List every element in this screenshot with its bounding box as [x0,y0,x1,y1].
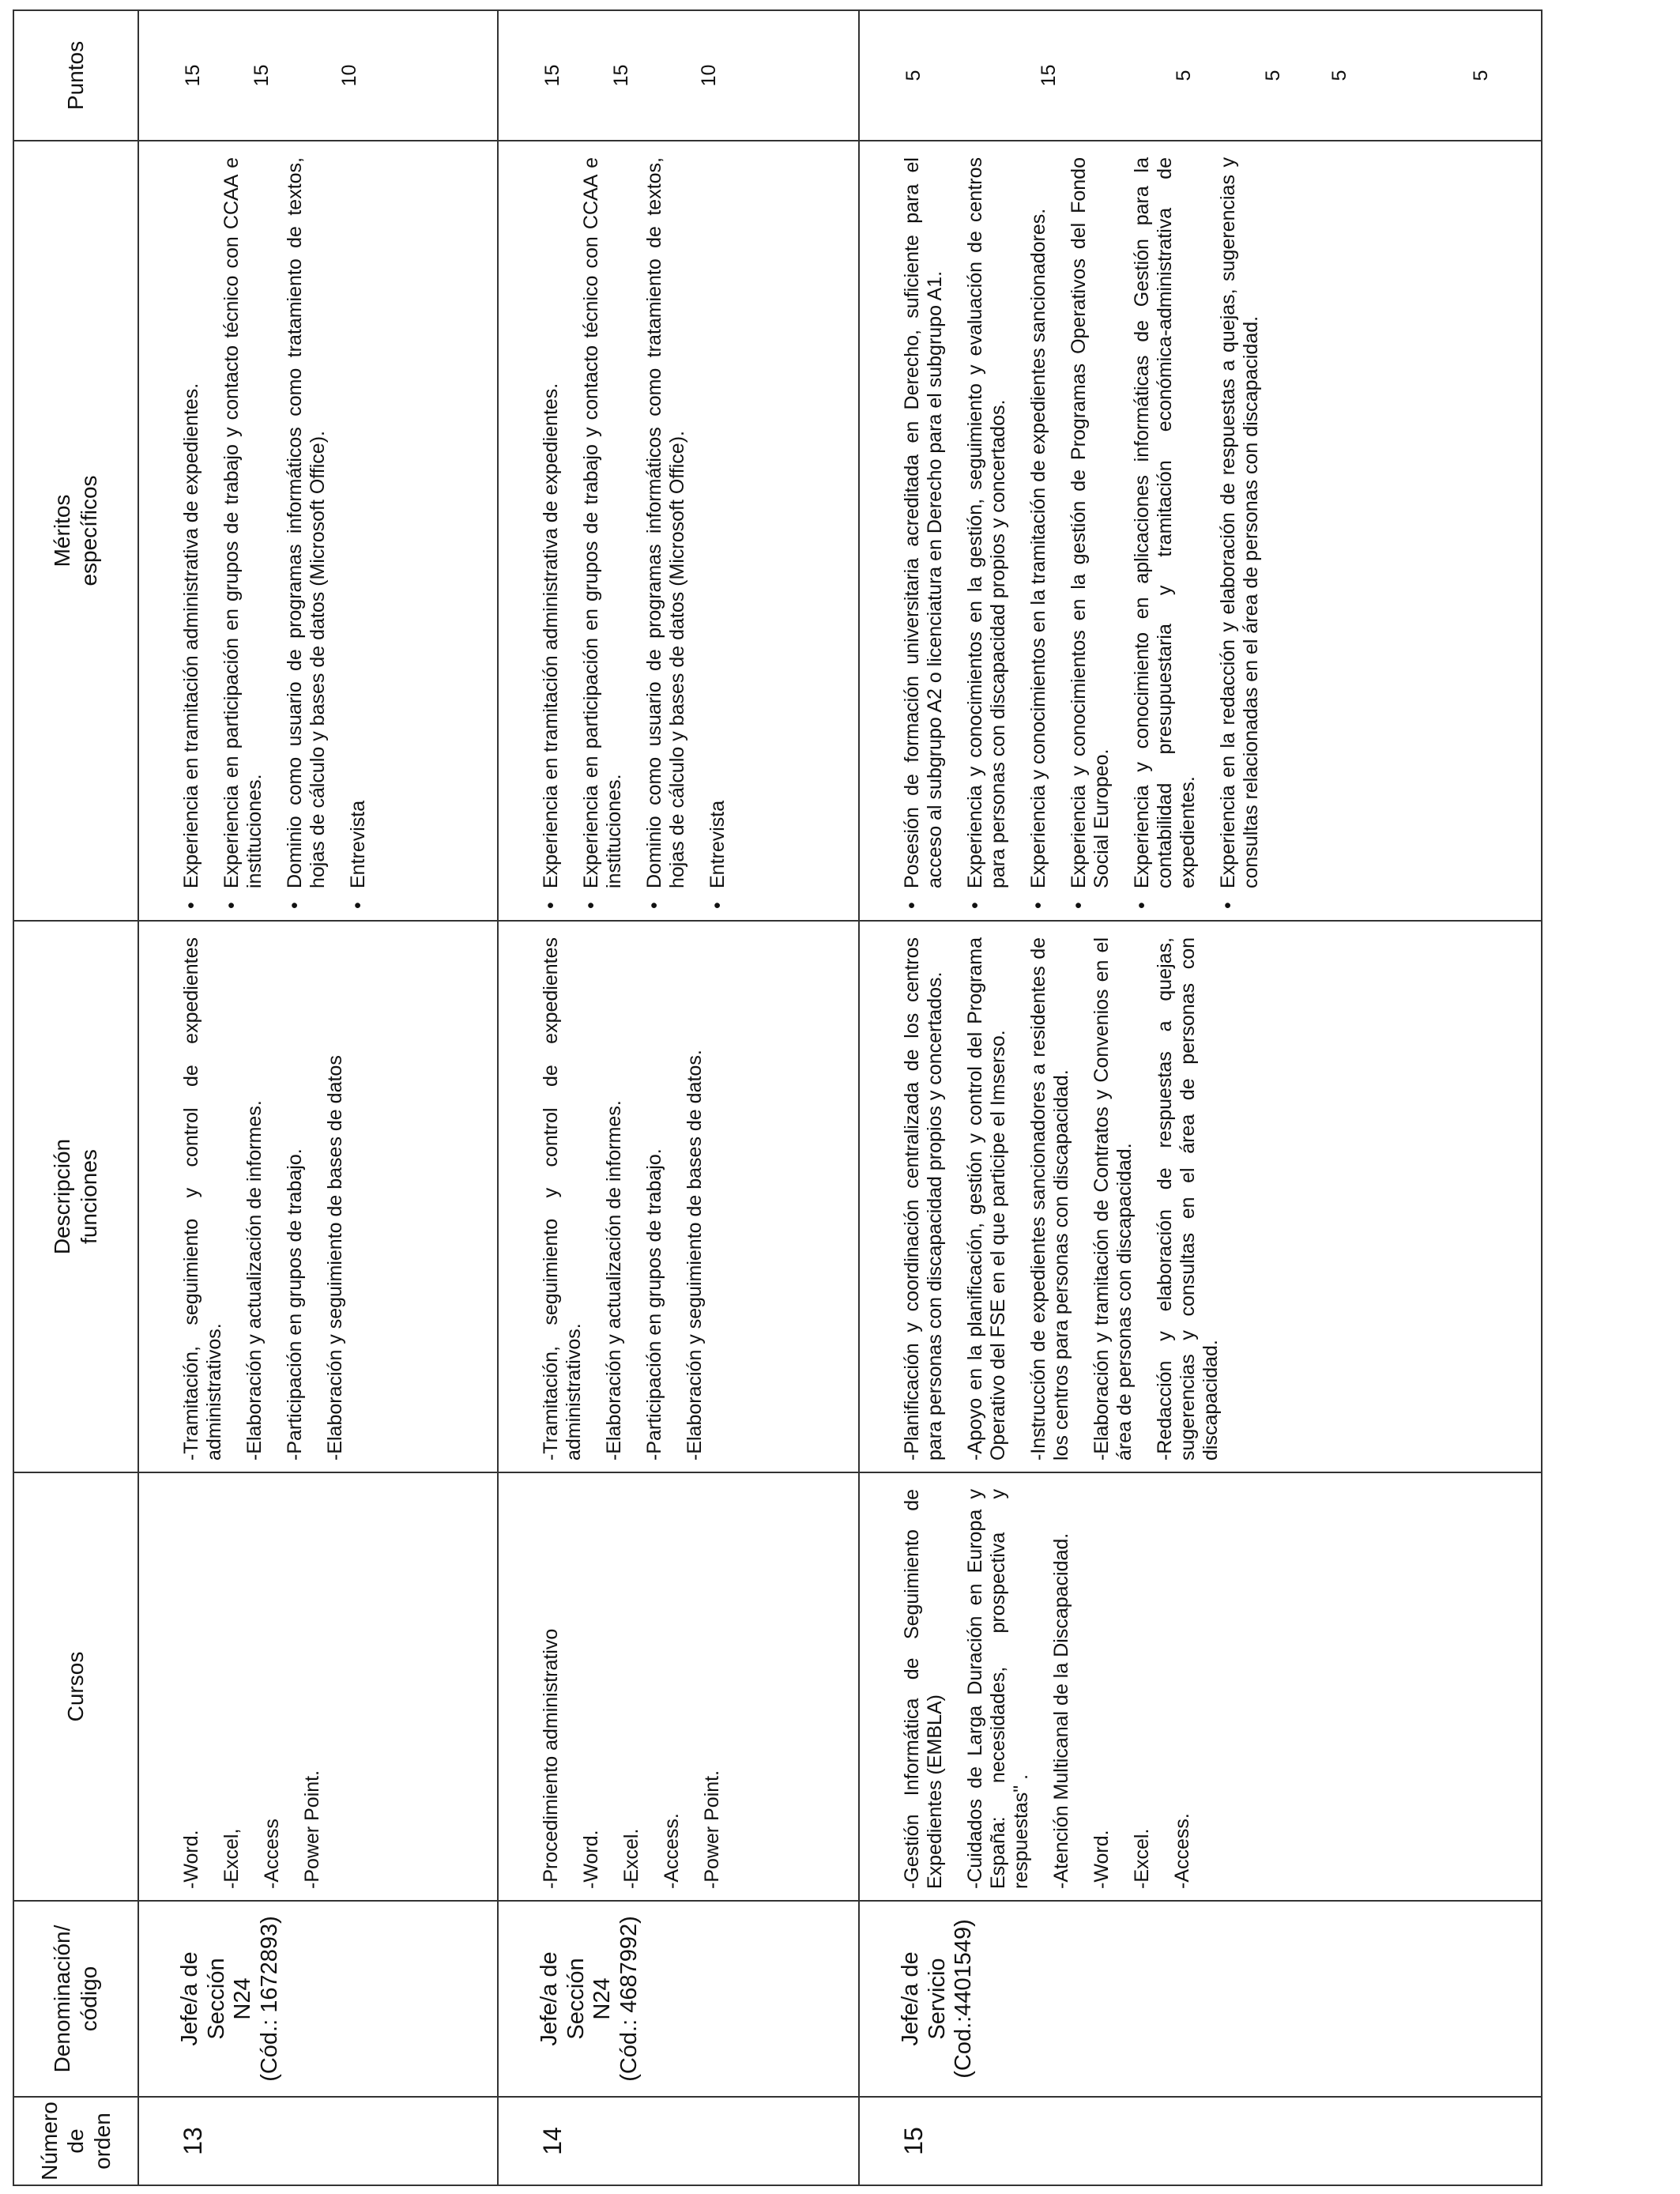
course-item: -Excel, [220,1828,243,1889]
merit-item: • Posesión de formación universitaria acreditada en Derecho, suficiente para el acceso al subgrupo A2 o licenciatura en Derecho para el subgrupo A1. [901,157,947,909]
points-value: 5 [1470,70,1492,81]
points-value: 5 [1173,70,1195,81]
merit-item: • Experiencia en participación en grupos de trabajo y contacto técnico con CCAA e instituciones. [220,157,266,909]
course-item: -Atención Multicanal de la Discapacidad. [1050,1532,1072,1889]
function-item: -Elaboración y actualización de informes. [603,1100,625,1461]
function-item: -Elaboración y actualización de informes. [243,1100,266,1461]
points-value: 15 [541,64,563,87]
courses-cell [498,1472,859,1901]
course-item: -Cuidados de Larga Duración en Europa y España: necesidades, prospectiva y respuestas" . [964,1489,1032,1889]
header-cursos: Cursos [13,1472,138,1901]
course-item: -Gestión Informática de Seguimiento de Expedientes (EMBLA) [901,1489,946,1889]
course-item: -Word. [580,1830,602,1889]
points-value: 15 [610,64,632,87]
header-row [13,10,138,2185]
points-value: 15 [250,64,273,87]
courses-cell [138,1472,498,1901]
points-value: 5 [902,70,925,81]
points-value: 5 [1262,70,1284,81]
points-cell [859,10,1542,141]
function-item: -Tramitación, seguimiento y control de expedientes administrativos. [180,937,225,1461]
header-numero: Número de orden [13,2097,138,2185]
course-item: -Procedimiento administrativo [540,1628,562,1889]
merit-item: • Experiencia en tramitación administrativa de expedientes. [540,157,563,909]
merit-item: • Dominio como usuario de programas informáticos como tratamiento de textos, hojas de cálculo y bases de datos (Microsoft Office). [643,157,689,909]
header-descripcion: Descripción funciones [13,921,138,1472]
merit-item: • Experiencia en la redacción y elaboración de respuestas a quejas, sugerencias y consultas relacionadas en el área de personas con discapacidad. [1217,157,1263,909]
points-value: 15 [1038,64,1060,87]
merit-item: • Dominio como usuario de programas informáticos como tratamiento de textos, hojas de cálculo y bases de datos (Microsoft Office). [284,157,330,909]
course-item: -Excel. [1131,1828,1153,1889]
functions-cell [859,921,1542,1472]
merit-item: • Experiencia en tramitación administrativa de expedientes. [180,157,203,909]
header-meritos: Méritos específicos [13,141,138,921]
merit-item: • Experiencia y conocimientos en la tramitación de expedientes sancionadores. [1027,157,1050,909]
course-item: -Access. [661,1813,683,1889]
function-item: -Participación en grupos de trabajo. [284,1148,306,1461]
table-row [859,10,1542,2185]
position-name: Jefe/a de Sección N24 (Cód.: 4687992) [498,1901,859,2097]
points-value: 10 [698,64,720,87]
merit-item: • Entrevista [706,157,729,909]
header-puntos: Puntos [13,10,138,141]
course-item: -Access. [1171,1813,1193,1889]
function-item: -Participación en grupos de trabajo. [643,1148,665,1461]
position-name: Jefe/a de Sección N24 (Cód.: 1672893) [138,1901,498,2097]
points-value: 15 [182,64,204,87]
table-row [498,10,859,2185]
courses-cell [859,1472,1542,1901]
course-item: -Access [261,1819,283,1889]
course-item: -Power Point. [301,1770,323,1889]
row-number: 14 [498,2097,859,2185]
functions-cell [498,921,859,1472]
merits-table [13,9,1543,2186]
merit-item: • Entrevista [347,157,370,909]
course-item: -Word. [1090,1830,1113,1889]
row-number: 13 [138,2097,498,2185]
merits-cell [859,141,1542,921]
points-value: 5 [1328,70,1350,81]
course-item: -Word. [180,1830,202,1889]
merit-item: • Experiencia y conocimiento en aplicaciones informáticas de Gestión para la contabilidad presupuestaria y tramitación económica-administrativa de expedientes. [1131,157,1200,909]
function-item: -Tramitación, seguimiento y control de expedientes administrativos. [540,937,585,1461]
function-item: -Planificación y coordinación centralizada de los centros para personas con discapacidad propios y concertados. [901,937,946,1461]
points-cell [138,10,498,141]
function-item: -Elaboración y seguimiento de bases de datos. [684,1050,706,1461]
course-item: -Excel. [620,1828,642,1889]
merit-item: • Experiencia y conocimientos en la gestión, seguimiento y evaluación de centros para personas con discapacidad propios y concertados. [964,157,1010,909]
merits-cell [138,141,498,921]
points-value: 10 [338,64,360,87]
function-item: -Elaboración y seguimiento de bases de datos [324,1055,346,1461]
merit-item: • Experiencia en participación en grupos de trabajo y contacto técnico con CCAA e instituciones. [580,157,626,909]
merit-item: • Experiencia y conocimientos en la gestión de Programas Operativos del Fondo Social Europeo. [1068,157,1113,909]
header-denominacion: Denominación/ código [13,1901,138,2097]
function-item: -Elaboración y tramitación de Contratos y Convenios en el área de personas con discapacidad. [1090,937,1136,1461]
course-item: -Power Point. [701,1770,723,1889]
function-item: -Apoyo en la planificación, gestión y control del Programa Operativo del FSE en el que participe el Imserso. [964,937,1009,1461]
table-row [138,10,498,2185]
position-name: Jefe/a de Servicio (Cod.:4401549) [859,1901,1542,2097]
merits-cell [498,141,859,921]
function-item: -Instrucción de expedientes sancionadores a residentes de los centros para personas con discapacidad. [1027,937,1072,1461]
function-item: -Redacción y elaboración de respuestas a quejas, sugerencias y consultas en el área de personas con discapacidad. [1154,937,1222,1461]
row-number: 15 [859,2097,1542,2185]
functions-cell [138,921,498,1472]
points-cell [498,10,859,141]
